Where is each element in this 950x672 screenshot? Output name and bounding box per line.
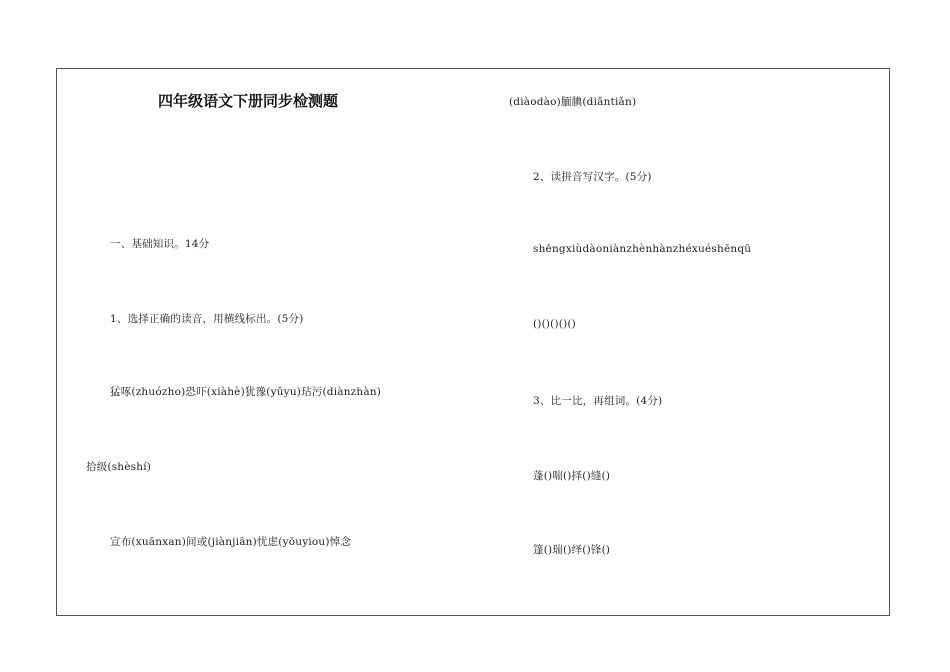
question-1-line-2: 拾级(shèshí) [86, 461, 152, 473]
question-1-line-1: 猛啄(zhuózho)恐吓(xiàhè)犹豫(yǔyu)玷污(diànzhàn) [110, 386, 382, 398]
question-1-heading: 1、选择正确的读音，用横线标出。(5分) [110, 313, 304, 325]
page-title: 四年级语文下册同步检测题 [158, 92, 339, 110]
question-3-line-1: 蓬()喘()择()缝() [533, 470, 611, 482]
question-2-pinyin: shēngxiùdàoniànzhènhànzhéxuéshēnqū [533, 243, 752, 255]
question-1-continuation: (diàodào)腼腆(diǎntiǎn) [509, 96, 637, 108]
question-1-line-3: 宣布(xuānxan)间或(jiànjiān)忧虑(yōuyiou)悼念 [110, 536, 352, 548]
section-basic-knowledge: 一、基础知识。14分 [110, 238, 210, 250]
question-2-blanks: ()()()()() [533, 318, 576, 330]
question-3-line-2: 篷()瑞()绎()锋() [533, 544, 611, 556]
question-2-heading: 2、读拼音写汉字。(5分) [533, 171, 652, 183]
question-3-heading: 3、比一比，再组词。(4分) [533, 395, 663, 407]
